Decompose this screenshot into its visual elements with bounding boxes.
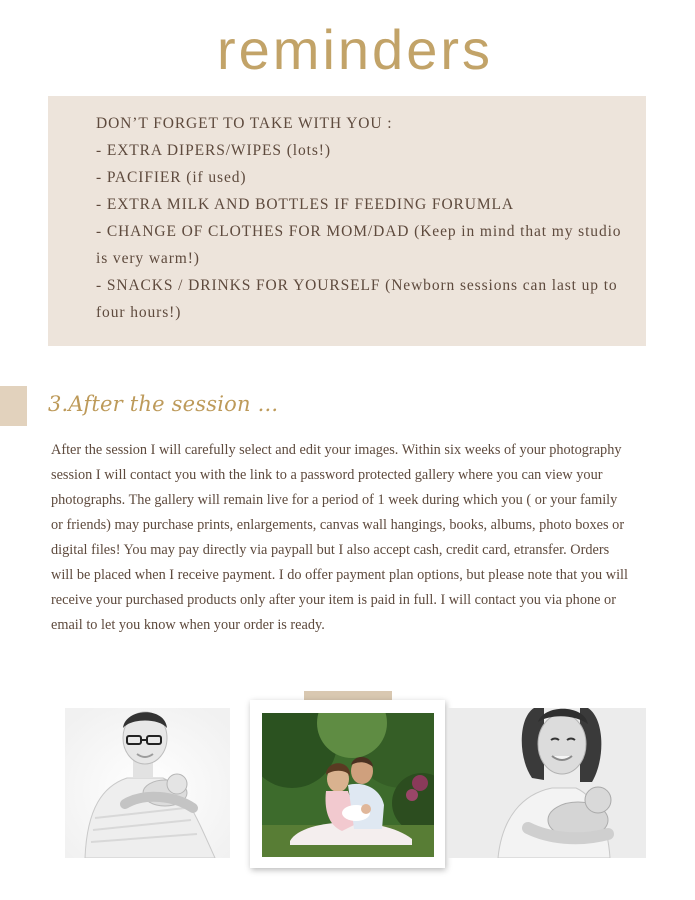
mother-newborn-image xyxy=(448,708,646,858)
reminder-heading: DON’T FORGET TO TAKE WITH YOU : xyxy=(96,115,393,132)
photo-father-newborn xyxy=(65,708,230,858)
section-title: 3.After the session ... xyxy=(48,392,279,416)
reminder-item-pacifier: - PACIFIER (if used) xyxy=(96,169,247,186)
photo-mother-newborn xyxy=(448,708,646,858)
polaroid-frame xyxy=(250,700,445,868)
reminder-item-milk: - EXTRA MILK AND BOTTLES IF FEEDING FORUMLA xyxy=(96,196,515,213)
reminder-item-clothes: - CHANGE OF CLOTHES FOR MOM/DAD (Keep in mind that my studio is very warm!) xyxy=(96,223,622,267)
reminder-item-snacks: - SNACKS / DRINKS FOR YOURSELF (Newborn sessions can last up to four hours!) xyxy=(96,277,618,321)
father-newborn-image xyxy=(65,708,230,858)
reminder-item-diapers: - EXTRA DIPERS/WIPES (lots!) xyxy=(96,142,331,159)
reminders-panel xyxy=(48,96,646,346)
reminders-list xyxy=(96,110,626,326)
section-body: After the session I will carefully select and edit your images. Within six weeks of your photography session I will contact you with the link to a password protected gallery where you can view your photographs. The gallery will remain live for a period of 1 week during which you ( or your family or friends) may purchase prints, enlargements, canvas wall hangings, books, albums, photo boxes or digital files! You may pay directly via paypall but I also accept cash, credit card, etransfer. Orders will be placed when I receive payment. I do offer payment plan options, but please note that you will receive your purchased products only after your item is paid in full. I will contact you via phone or email to let you know when your order is ready. xyxy=(51,442,628,633)
page-title: reminders xyxy=(217,18,493,81)
family-park-image xyxy=(262,713,434,857)
photo-family-park xyxy=(262,713,434,857)
section-marker xyxy=(0,386,27,426)
